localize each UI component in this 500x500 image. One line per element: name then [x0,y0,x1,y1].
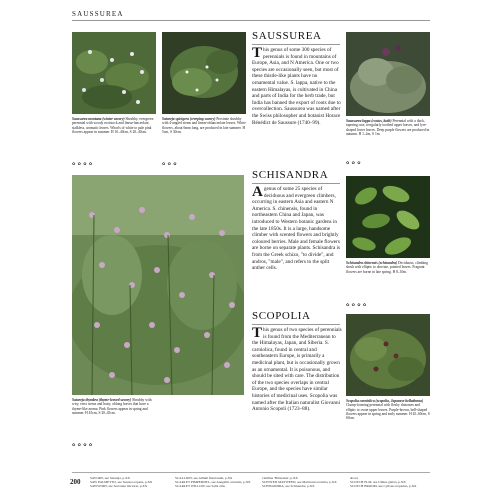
scopolia-carniolica-photo [346,314,430,396]
genus-rule [252,44,340,45]
foliage-illustration [346,314,430,396]
caption-scopolia-carniolica [346,399,430,420]
caption-title: Schisandra chinensis (schisandra) [346,261,398,265]
caption-body: Shrubby, evergreen perennial with woody rootstock and linear-lanceolate, stalkless, aromatic leaves. Whorls of white to pale pink flowers appear in summer. H 10–40cm, S 20–40cm. [72,117,154,134]
care-icons: ✿ ✿ ✿ [346,160,362,165]
caption-satureja-spicigera [162,117,246,134]
footer-index-col-1: SAVORY, see Satureja, p.XX SAW PALMETTO, see Serenoa repens, p.XX SAWWORT, see Serratula tinctoria, p.XX [90,476,153,489]
genus-heading-saussurea: SAUSSUREA [252,30,322,42]
drop-cap: T [252,45,263,61]
caption-schisandra-chinensis [346,261,430,274]
foliage-illustration [346,176,430,258]
genus-heading-scopolia: SCOPOLIA [252,310,311,322]
foliage-illustration [72,175,244,395]
caption-satureja-thymbra [72,398,156,415]
satureja-thymbra-photo [72,175,244,395]
caption-title: Satureja thymbra (thyme-leaved savory) [72,398,132,402]
drop-cap: A [252,184,263,200]
care-icons: ✿ ✿ ✿ ✿ [346,302,367,307]
genus-body: his genus of some 300 species of perennials is found in mountains of Europe, Asia, and N America. One or two species are occasionally seen, but most of these thistle-like plants have no ornamental value. S. lappa, native to the eastern Himalayas, is cultivated in China and parts of India for the herb trade, but India has banned the export of roots due to overcollection. Saussurea was named after the Swiss philosopher and botanist Horace Bénédict de Saussure (1740–99). [252,47,341,126]
genus-text-schisandra [252,186,342,272]
foliage-illustration [346,32,430,116]
caption-saussurea-montana [72,117,156,134]
caption-body: Perennial with a thick, tapering root, irregularly toothed upper leaves, and lyre-shaped lower leaves. Deep purple flowers are produced in autumn. H 1–2m, S 1m. [346,119,430,136]
genus-rule [252,324,340,325]
footer-index-col-2: SCALLION, see Allium fistulosum, p.XX SCARLET PIMPERNEL, see Anagallis arvensis, p.XX SCARLET WILLOW, see Salix alba [175,476,251,489]
satureja-spicigera-photo [162,32,246,114]
caption-title: Satureja spicigera (creeping savory) [162,117,216,121]
saussurea-montana-photo [72,32,156,114]
caption-title: Saussurea lappa (costus, kuth) [346,119,392,123]
caption-title: Saussurea montana (winter savory) [72,117,125,121]
care-icons: ✿ ✿ ✿ [162,161,178,166]
genus-text-saussurea [252,47,342,126]
care-icons: ✿ ✿ ✿ ✿ [72,442,93,447]
caption-body: Shrubby with wiry, erect stems and hairy, oblong leaves that have a thyme-like aroma. Pink flowers appear in spring and summer. H 45cm, S 30–45cm. [72,398,152,415]
genus-heading-schisandra: SCHISANDRA [252,169,329,181]
foliage-illustration [162,32,246,114]
genus-body: his genus of two species of perennials is found from the Mediterranean to the Himalayas, Japan, and Siberia. S. carniolica, found in central and southeastern Europe, is primarily a medicinal plant, but is occasionally grown as an ornamental. It is poisonous, and should be sited with care. The distribution of the two species overlaps in central Europe, and the species have similar histories of medicinal uses. Scopolia was named after the Italian naturalist Giovanni Antonio Scopoli (1723–88). [252,327,342,413]
caption-body: Prostrate shrubby with 4-angled stems and linear-oblanceolate leaves. White flowers, about 6mm long, are produced in late summer. H 5cm, S 30cm. [162,117,246,134]
running-head: SAUSSUREA [72,10,124,18]
saussurea-lappa-photo [346,32,430,116]
schisandra-chinensis-photo [346,176,430,258]
caption-title: Scopolia carniolica (scopolia, Japanese belladonna) [346,399,424,403]
footer-index-col-3: vitellina 'Britzensis', p.XX SCENTED MAYWEED, see Matricaria recutita, p.XX SCHISANDRA, see Schisandra, p.XX [262,476,337,489]
footer-rule [72,472,430,473]
header-rule [72,20,430,21]
care-icons: ✿ ✿ ✿ ✿ [72,161,93,166]
genus-text-scopolia [252,327,342,413]
caption-body: Clump-forming perennial with fleshy rhizomes and elliptic to ovate upper leaves. Purple-brown, bell-shaped flowers appear in spring and early summer. H 45–60cm, S 60cm. [346,403,430,421]
page-number: 200 [70,478,81,486]
foliage-illustration [72,32,156,114]
genus-rule [252,183,340,184]
genus-body: genus of some 25 species of deciduous and evergreen climbers, occurring in eastern Asia and eastern N America. S. chinensis, found in northeastern China and Japan, was introduced to Western botanic gardens in the late 1850s. It is a large, handsome climber with scented flowers and brightly coloured berries. Male and female flowers are borne on separate plants. Schisandra is from the Greek schizo, "to divide", and andros, "male", and refers to the split anther cells. [252,186,341,272]
caption-body: Deciduous, climbing shrub with elliptic to obovate, pointed leaves. Fragrant flowers are borne in late spring. H 8–10m. [346,261,428,274]
caption-saussurea-lappa [346,119,430,136]
drop-cap: T [252,325,263,341]
footer-index-col-4: above SCOTCH ELM, see Ulmus glabra, p.XX SCOTCH BROOM, see Cytisus scoparius, p.XX [350,476,417,489]
